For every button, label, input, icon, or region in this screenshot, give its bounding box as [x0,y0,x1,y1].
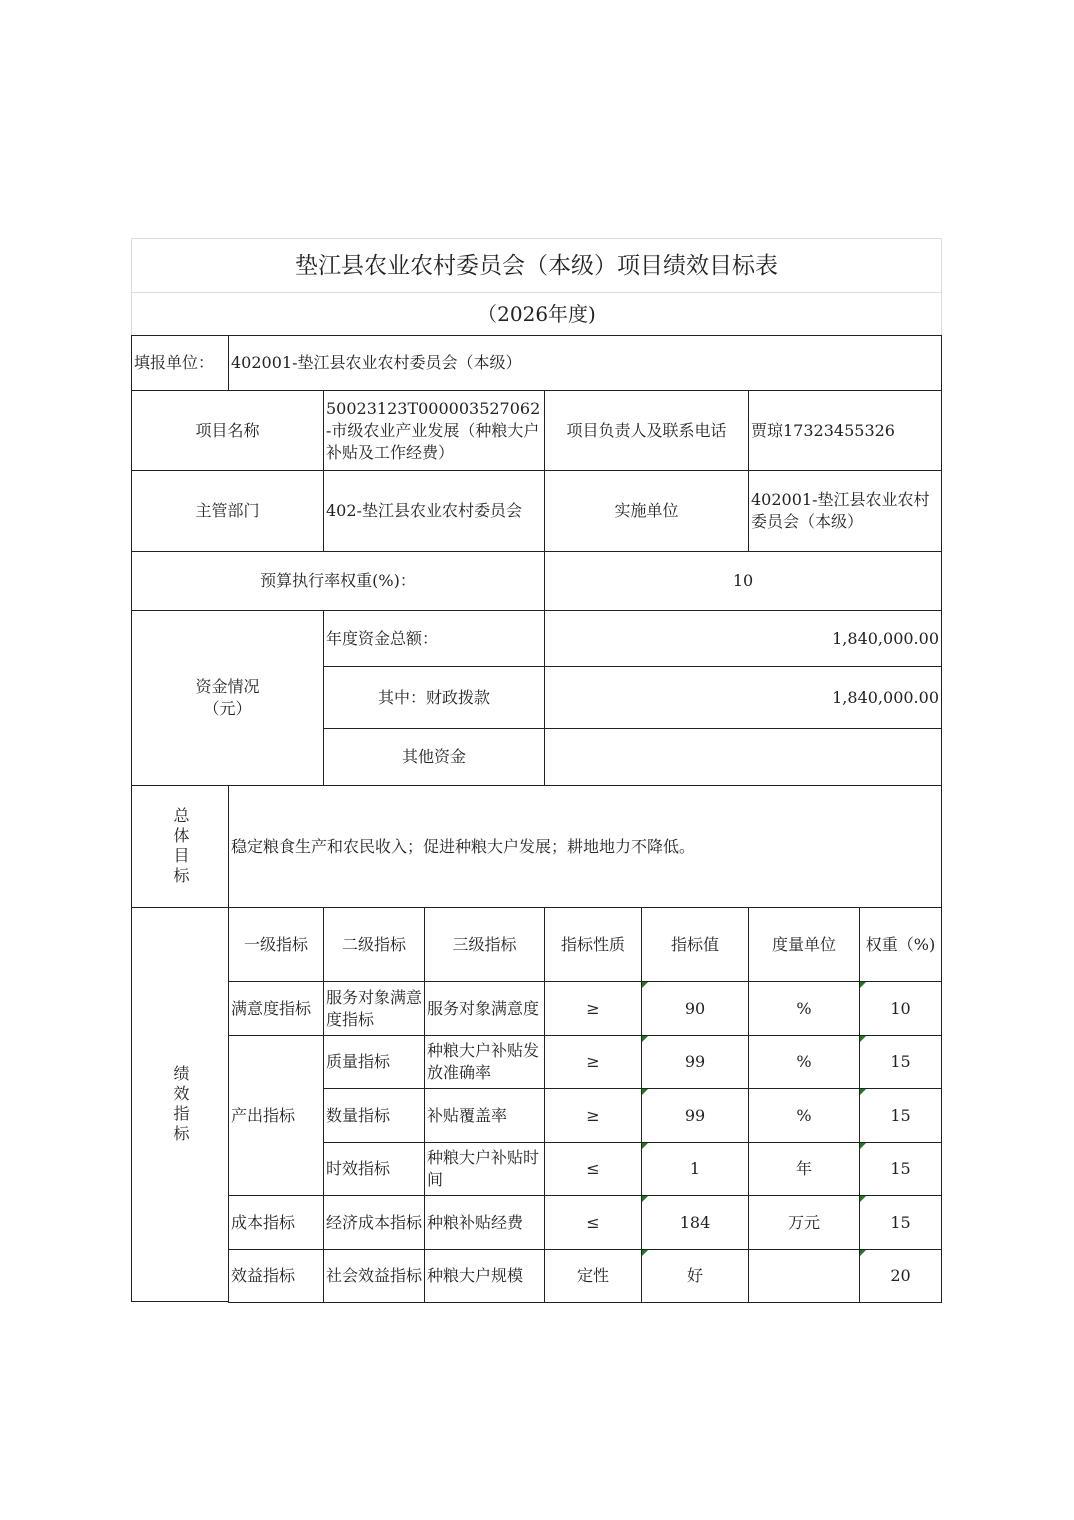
fund-total-label: 年度资金总额： [323,610,545,667]
indicator-weight-cell: 10 [859,981,942,1036]
indicator-nature-cell: 定性 [544,1249,642,1303]
indicator-level2-cell: 数量指标 [323,1088,425,1143]
overall-goal-label: 总体目标 [171,806,190,887]
budget-weight-value: 10 [544,551,942,611]
indicators-section-label: 绩效指标 [171,1064,190,1145]
page-title: 垫江县农业农村委员会（本级）项目绩效目标表 [131,238,942,293]
indicator-level3-cell: 补贴覆盖率 [424,1088,545,1143]
fill-unit-label: 填报单位： [131,335,229,391]
level1-satisfaction: 满意度指标 [228,981,324,1036]
indicator-level2-cell: 经济成本指标 [323,1195,425,1250]
dept-value: 402-垫江县农业农村委员会 [323,470,545,552]
project-name-label: 项目名称 [131,390,324,471]
budget-weight-label: 预算执行率权重(%)： [131,551,545,611]
fill-unit-value: 402001-垫江县农业农村委员会（本级） [228,335,942,391]
indicator-nature-cell: ≥ [544,1088,642,1143]
indicator-nature-cell: ≤ [544,1142,642,1196]
indicator-weight-cell: 15 [859,1142,942,1196]
indicator-level2-cell: 社会效益指标 [323,1249,425,1303]
indicator-level2-cell: 质量指标 [323,1035,425,1089]
indicator-nature-cell: ≤ [544,1195,642,1250]
header-weight: 权重（%) [859,907,942,982]
year-subtitle: （2026年度) [131,292,942,336]
indicator-level2-cell: 时效指标 [323,1142,425,1196]
indicator-unit-cell: % [748,981,860,1036]
indicator-value-cell: 1 [641,1142,749,1196]
indicator-nature-cell: ≥ [544,1035,642,1089]
fund-total-value: 1,840,000.00 [544,610,942,667]
other-fund-label: 其他资金 [323,728,545,786]
indicator-unit-cell: % [748,1035,860,1089]
level1-benefit: 效益指标 [228,1249,324,1303]
indicator-nature-cell: ≥ [544,981,642,1036]
indicator-weight-cell: 15 [859,1088,942,1143]
indicator-level3-cell: 种粮补贴经费 [424,1195,545,1250]
header-unit: 度量单位 [748,907,860,982]
header-level2: 二级指标 [323,907,425,982]
header-level3: 三级指标 [424,907,545,982]
indicators-section-cell [131,907,229,1302]
indicator-unit-cell: 年 [748,1142,860,1196]
header-level1: 一级指标 [228,907,324,982]
indicator-level3-cell: 种粮大户补贴时间 [424,1142,545,1196]
indicator-weight-cell: 15 [859,1035,942,1089]
overall-goal-text: 稳定粮食生产和农民收入；促进种粮大户发展；耕地地力不降低。 [228,785,942,908]
impl-unit-value: 402001-垫江县农业农村委员会（本级） [748,470,942,552]
header-nature: 指标性质 [544,907,642,982]
indicator-value-cell: 90 [641,981,749,1036]
contact-value: 贾琼17323455326 [748,390,942,471]
indicator-weight-cell: 15 [859,1195,942,1250]
funds-section-label: 资金情况（元） [131,610,324,786]
project-name-value: 50023123T000003527062-市级农业产业发展（种粮大户补贴及工作经费） [323,390,545,471]
indicator-level3-cell: 服务对象满意度 [424,981,545,1036]
indicator-value-cell: 99 [641,1035,749,1089]
indicator-value-cell: 184 [641,1195,749,1250]
impl-unit-label: 实施单位 [544,470,749,552]
header-value: 指标值 [641,907,749,982]
dept-label: 主管部门 [131,470,324,552]
indicator-weight-cell: 20 [859,1249,942,1303]
indicator-unit-cell: % [748,1088,860,1143]
indicator-level2-cell: 服务对象满意度指标 [323,981,425,1036]
other-fund-value [544,728,942,786]
indicator-unit-cell [748,1249,860,1303]
fiscal-fund-label: 其中：财政拨款 [323,666,545,729]
level1-output: 产出指标 [228,1035,324,1196]
indicator-level3-cell: 种粮大户补贴发放准确率 [424,1035,545,1089]
overall-goal-label-cell [131,785,229,908]
indicator-unit-cell: 万元 [748,1195,860,1250]
contact-label: 项目负责人及联系电话 [544,390,749,471]
indicator-level3-cell: 种粮大户规模 [424,1249,545,1303]
indicator-value-cell: 99 [641,1088,749,1143]
indicator-value-cell: 好 [641,1249,749,1303]
level1-cost: 成本指标 [228,1195,324,1250]
fiscal-fund-value: 1,840,000.00 [544,666,942,729]
